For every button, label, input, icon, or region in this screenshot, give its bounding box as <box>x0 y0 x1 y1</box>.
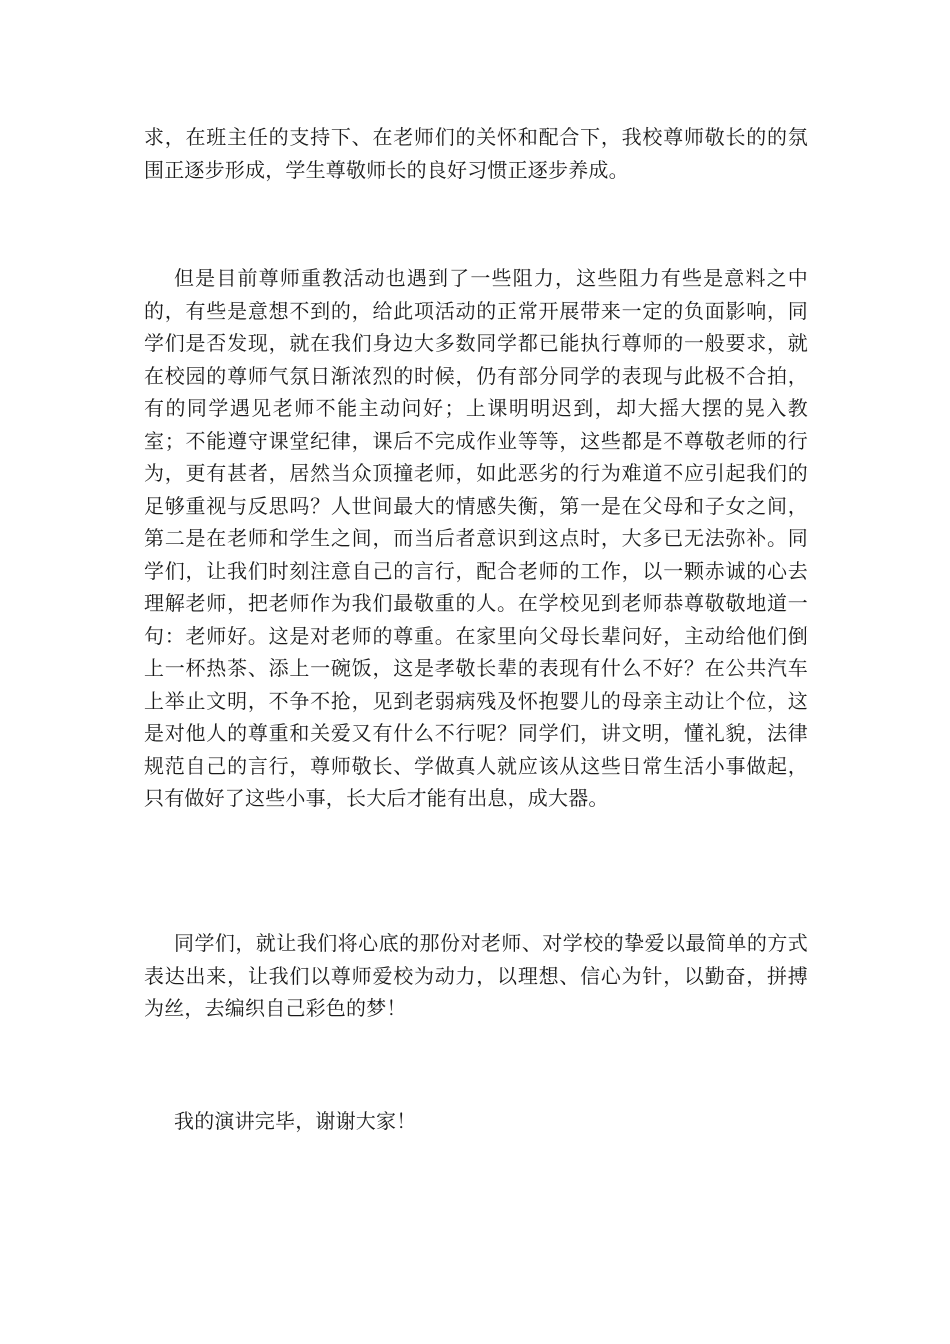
paragraph-closing: 我的演讲完毕，谢谢大家！ <box>174 1109 417 1133</box>
paragraph-call-to-action: 同学们，就让我们将心底的那份对老师、对学校的挚爱以最简单的方式表达出来，让我们以尊师爱校为动力，以理想、信心为针，以勤奋，拼搏为丝，去编织自己彩色的梦！ <box>144 931 808 1020</box>
paragraph-continuation: 求，在班主任的支持下、在老师们的关怀和配合下，我校尊师敬长的的氛围正逐步形成，学生尊敬师长的良好习惯正逐步养成。 <box>144 125 808 182</box>
paragraph-obstacles: 但是目前尊师重教活动也遇到了一些阻力，这些阻力有些是意料之中的，有些是意想不到的，给此项活动的正常开展带来一定的负面影响，同学们是否发现，就在我们身边大多数同学都已能执行尊师的一般要求，就在校园的尊师气氛日渐浓烈的时候，仍有部分同学的表现与此极不合拍，有的同学遇见老师不能主动问好；上课明明迟到，却大摇大摆的晃入教室；不能遵守课堂纪律，课后不完成作业等等，这些都是不尊敬老师的行为，更有甚者，居然当众顶撞老师，如此恶劣的行为难道不应引起我们的足够重视与反思吗？人世间最大的情感失衡，第一是在父母和子女之间，第二是在老师和学生之间，而当后者意识到这点时，大多已无法弥补。同学们，让我们时刻注意自己的言行，配合老师的工作，以一颗赤诚的心去理解老师，把老师作为我们最敬重的人。在学校见到老师恭尊敬敬地道一句：老师好。这是对老师的尊重。在家里向父母长辈问好，主动给他们倒上一杯热茶、添上一碗饭，这是孝敬长辈的表现有什么不好？在公共汽车上举止文明，不争不抢，见到老弱病残及怀抱婴儿的母亲主动让个位，这是对他人的尊重和关爱又有什么不行呢？同学们，讲文明，懂礼貌，法律规范自己的言行，尊师敬长、学做真人就应该从这些日常生活小事做起，只有做好了这些小事，长大后才能有出息，成大器。 <box>144 266 808 810</box>
